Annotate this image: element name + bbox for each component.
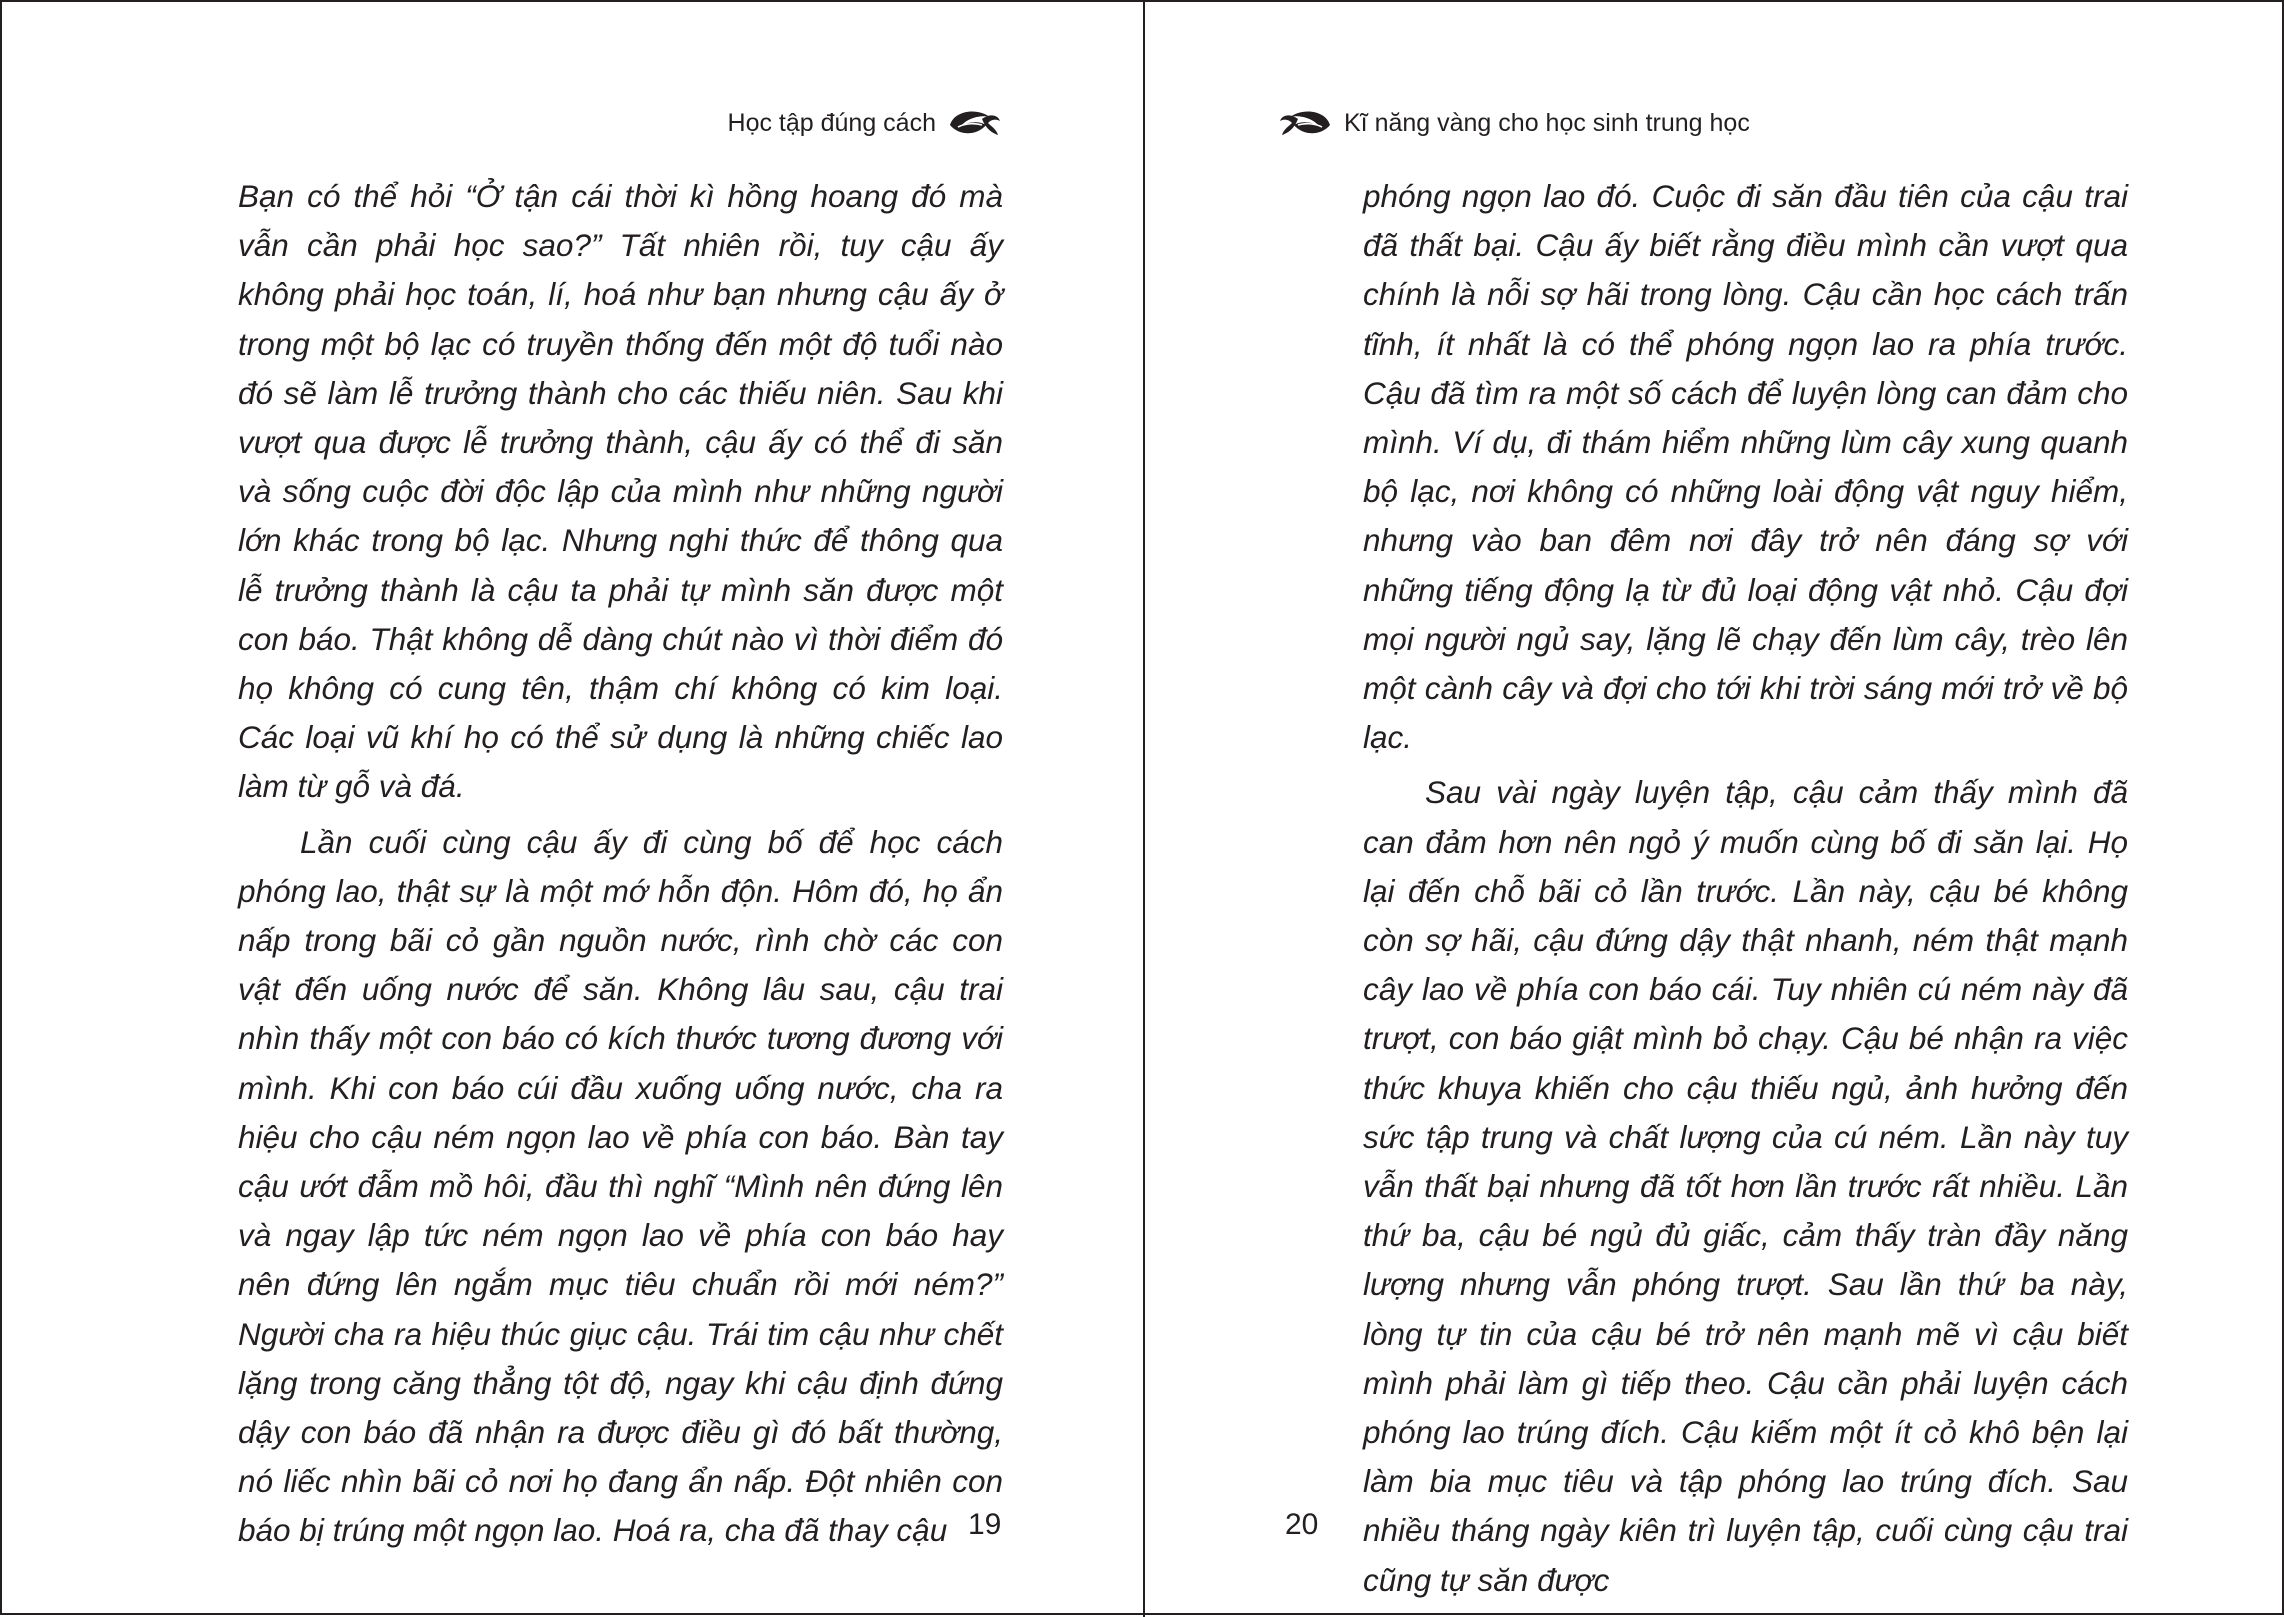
left-header-title: Học tập đúng cách: [727, 108, 936, 137]
leaf-icon: [946, 105, 1002, 141]
left-paragraph-1: Bạn có thể hỏi “Ở tận cái thời kì hồng hoang đó mà vẫn cần phải học sao?” Tất nhiên rồi, tuy cậu ấy không phải học toán, lí, hoá như bạn nhưng cậu ấy ở trong một bộ lạc có truyền thống đến một độ tuổi nào đó sẽ làm lễ trưởng thành cho các thiếu niên. Sau khi vượt qua được lễ trưởng thành, cậu ấy có thể đi săn và sống cuộc đời độc lập của mình như những người lớn khác trong bộ lạc. Nhưng nghi thức để thông qua lễ trưởng thành là cậu ta phải tự mình săn được một con báo. Thật không dễ dàng chút nào vì thời điểm đó họ không có cung tên, thậm chí không có kim loại. Các loại vũ khí họ có thể sử dụng là những chiếc lao làm từ gỗ và đá.: [238, 178, 1003, 805]
left-paragraph-2: Lần cuối cùng cậu ấy đi cùng bố để học cách phóng lao, thật sự là một mớ hỗn độn. Hôm đó, họ ẩn nấp trong bãi cỏ gần nguồn nước, rình chờ các con vật đến uống nước để săn. Không lâu sau, cậu trai nhìn thấy một con báo có kích thước tương đương với mình. Khi con báo cúi đầu xuống uống nước, cha ra hiệu cho cậu ném ngọn lao về phía con báo. Bàn tay cậu ướt đẫm mồ hôi, đầu thì nghĩ “Mình nên đứng lên và ngay lập tức ném ngọn lao về phía con báo hay nên đứng lên ngắm mục tiêu chuẩn rồi mới ném?” Người cha ra hiệu thúc giục cậu. Trái tim cậu như chết lặng trong căng thẳng tột độ, ngay khi cậu định đứng dậy con báo đã nhận ra được điều gì đó bất thường, nó liếc nhìn bãi cỏ nơi họ đang ẩn nấp. Đột nhiên con báo bị trúng một ngọn lao. Hoá ra, cha đã thay cậu: [238, 823, 1003, 1549]
right-body-text: [1363, 172, 2128, 1611]
right-header-title: Kĩ năng vàng cho học sinh trung học: [1344, 108, 1750, 137]
right-paragraph-1: phóng ngọn lao đó. Cuộc đi săn đầu tiên của cậu trai đã thất bại. Cậu ấy biết rằng điều mình cần vượt qua chính là nỗi sợ hãi trong lòng. Cậu cần học cách trấn tĩnh, ít nhất là có thể phóng ngọn lao ra phía trước. Cậu đã tìm ra một số cách để luyện lòng can đảm cho mình. Ví dụ, đi thám hiểm những lùm cây xung quanh bộ lạc, nơi không có những loài động vật nguy hiểm, nhưng vào ban đêm nơi đây trở nên đáng sợ với những tiếng động lạ từ đủ loại động vật nhỏ. Cậu đợi mọi người ngủ say, lặng lẽ chạy đến lùm cây, trèo lên một cành cây và đợi cho tới khi trời sáng mới trở về bộ lạc.: [1363, 178, 2128, 756]
right-page: [1145, 2, 2284, 1617]
left-page: [2, 2, 1143, 1617]
left-page-number: 19: [968, 1508, 1002, 1541]
right-page-number: 20: [1285, 1508, 1319, 1541]
left-body-text: [238, 172, 1003, 1562]
right-running-header: [1278, 98, 1750, 148]
leaf-icon: [1278, 105, 1334, 141]
right-paragraph-2: Sau vài ngày luyện tập, cậu cảm thấy mình đã can đảm hơn nên ngỏ ý muốn cùng bố đi săn lại. Họ lại đến chỗ bãi cỏ lần trước. Lần này, cậu bé không còn sợ hãi, cậu đứng dậy thật nhanh, ném thật mạnh cây lao về phía con báo cái. Tuy nhiên cú ném này đã trượt, con báo giật mình bỏ chạy. Cậu bé nhận ra việc thức khuya khiến cho cậu thiếu ngủ, ảnh hưởng đến sức tập trung và chất lượng của cú ném. Lần này tuy vẫn thất bại nhưng đã tốt hơn lần trước rất nhiều. Lần thứ ba, cậu bé ngủ đủ giấc, cảm thấy tràn đầy năng lượng nhưng vẫn phóng trượt. Sau lần thứ ba này, lòng tự tin của cậu bé trở nên mạnh mẽ vì cậu biết mình phải làm gì tiếp theo. Cậu cần phải luyện cách phóng lao trúng đích. Cậu kiếm một ít cỏ khô bện lại làm bia mục tiêu và tập phóng lao trúng đích. Sau nhiều tháng ngày kiên trì luyện tập, cuối cùng cậu trai cũng tự săn được: [1363, 774, 2128, 1598]
left-running-header: [728, 98, 1002, 148]
